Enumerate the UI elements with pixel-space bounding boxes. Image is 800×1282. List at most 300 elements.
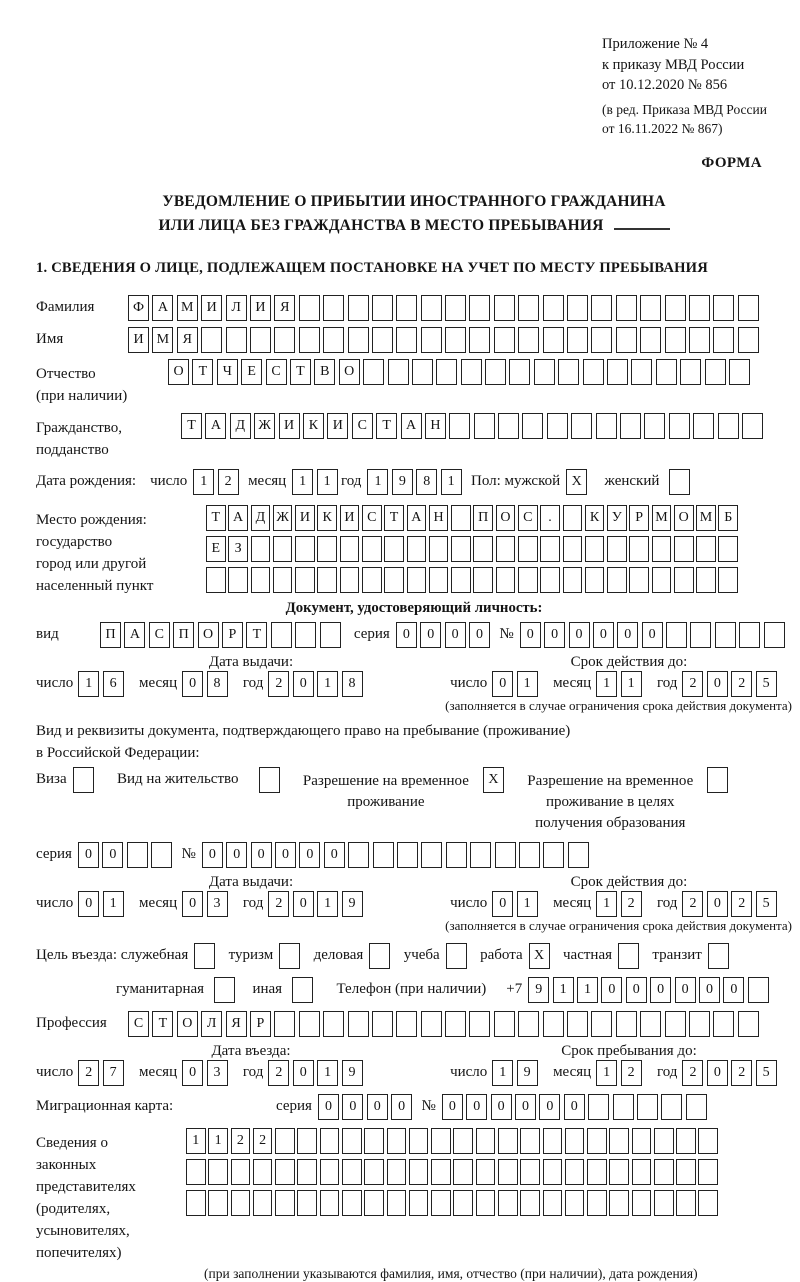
char-cell[interactable]: [429, 567, 449, 593]
char-cell[interactable]: [449, 413, 470, 439]
char-cell[interactable]: [520, 1128, 540, 1154]
char-cell[interactable]: [362, 567, 382, 593]
char-cell[interactable]: [373, 842, 394, 868]
char-cell[interactable]: [469, 327, 490, 353]
char-cell[interactable]: [547, 413, 568, 439]
char-cell[interactable]: И: [279, 413, 300, 439]
char-cell[interactable]: [520, 1190, 540, 1216]
char-cell[interactable]: [640, 327, 661, 353]
visa-checkbox[interactable]: [73, 767, 94, 793]
char-cell[interactable]: [518, 567, 538, 593]
char-cell[interactable]: 0: [102, 842, 123, 868]
char-cell[interactable]: [388, 359, 409, 385]
char-cell[interactable]: О: [168, 359, 189, 385]
char-cell[interactable]: 2: [268, 891, 289, 917]
char-cell[interactable]: [476, 1190, 496, 1216]
char-cell[interactable]: [665, 295, 686, 321]
char-cell[interactable]: [461, 359, 482, 385]
char-cell[interactable]: [340, 536, 360, 562]
char-cell[interactable]: [340, 567, 360, 593]
char-cell[interactable]: 1: [317, 671, 338, 697]
char-cell[interactable]: [409, 1128, 429, 1154]
char-cell[interactable]: 1: [103, 891, 124, 917]
char-cell[interactable]: [273, 567, 293, 593]
char-cell[interactable]: П: [173, 622, 194, 648]
char-cell[interactable]: О: [674, 505, 694, 531]
char-cell[interactable]: [693, 413, 714, 439]
char-cell[interactable]: [518, 536, 538, 562]
char-cell[interactable]: [686, 1094, 707, 1120]
char-cell[interactable]: [397, 842, 418, 868]
char-cell[interactable]: [591, 295, 612, 321]
char-cell[interactable]: [451, 536, 471, 562]
char-cell[interactable]: 1: [517, 671, 538, 697]
char-cell[interactable]: [698, 1190, 718, 1216]
char-cell[interactable]: [409, 1159, 429, 1185]
char-cell[interactable]: 1: [208, 1128, 228, 1154]
char-cell[interactable]: [696, 567, 716, 593]
char-cell[interactable]: [563, 505, 583, 531]
char-cell[interactable]: И: [201, 295, 222, 321]
char-cell[interactable]: [609, 1159, 629, 1185]
char-cell[interactable]: [494, 327, 515, 353]
char-cell[interactable]: [186, 1159, 206, 1185]
char-cell[interactable]: [669, 413, 690, 439]
char-cell[interactable]: [654, 1159, 674, 1185]
char-cell[interactable]: 0: [492, 671, 513, 697]
char-cell[interactable]: М: [696, 505, 716, 531]
char-cell[interactable]: [363, 359, 384, 385]
char-cell[interactable]: [565, 1190, 585, 1216]
char-cell[interactable]: У: [607, 505, 627, 531]
char-cell[interactable]: 5: [756, 891, 777, 917]
char-cell[interactable]: [596, 413, 617, 439]
char-cell[interactable]: [251, 567, 271, 593]
char-cell[interactable]: 0: [445, 622, 466, 648]
char-cell[interactable]: 0: [420, 622, 441, 648]
char-cell[interactable]: 0: [492, 891, 513, 917]
char-cell[interactable]: 2: [682, 891, 703, 917]
char-cell[interactable]: [396, 327, 417, 353]
char-cell[interactable]: [231, 1159, 251, 1185]
char-cell[interactable]: [445, 327, 466, 353]
char-cell[interactable]: [421, 842, 442, 868]
char-cell[interactable]: [609, 1128, 629, 1154]
char-cell[interactable]: [632, 1159, 652, 1185]
char-cell[interactable]: 2: [731, 1060, 752, 1086]
char-cell[interactable]: 9: [528, 977, 549, 1003]
char-cell[interactable]: [127, 842, 148, 868]
char-cell[interactable]: [718, 567, 738, 593]
char-cell[interactable]: [348, 842, 369, 868]
char-cell[interactable]: 0: [466, 1094, 487, 1120]
char-cell[interactable]: [297, 1190, 317, 1216]
char-cell[interactable]: Н: [429, 505, 449, 531]
char-cell[interactable]: 0: [539, 1094, 560, 1120]
char-cell[interactable]: [652, 536, 672, 562]
char-cell[interactable]: 2: [731, 671, 752, 697]
char-cell[interactable]: 0: [569, 622, 590, 648]
char-cell[interactable]: [637, 1094, 658, 1120]
char-cell[interactable]: [323, 327, 344, 353]
char-cell[interactable]: 2: [218, 469, 239, 495]
char-cell[interactable]: [474, 413, 495, 439]
char-cell[interactable]: [469, 1011, 490, 1037]
char-cell[interactable]: [689, 327, 710, 353]
char-cell[interactable]: [674, 536, 694, 562]
char-cell[interactable]: О: [177, 1011, 198, 1037]
char-cell[interactable]: [226, 327, 247, 353]
char-cell[interactable]: И: [327, 413, 348, 439]
char-cell[interactable]: 0: [324, 842, 345, 868]
char-cell[interactable]: [299, 1011, 320, 1037]
char-cell[interactable]: Я: [274, 295, 295, 321]
char-cell[interactable]: [656, 359, 677, 385]
char-cell[interactable]: 0: [699, 977, 720, 1003]
char-cell[interactable]: Т: [246, 622, 267, 648]
char-cell[interactable]: [616, 295, 637, 321]
char-cell[interactable]: 8: [416, 469, 437, 495]
char-cell[interactable]: [588, 1094, 609, 1120]
char-cell[interactable]: 1: [492, 1060, 513, 1086]
char-cell[interactable]: 1: [193, 469, 214, 495]
char-cell[interactable]: 0: [391, 1094, 412, 1120]
char-cell[interactable]: 0: [617, 622, 638, 648]
char-cell[interactable]: 1: [553, 977, 574, 1003]
char-cell[interactable]: [436, 359, 457, 385]
char-cell[interactable]: [186, 1190, 206, 1216]
char-cell[interactable]: К: [585, 505, 605, 531]
char-cell[interactable]: 0: [367, 1094, 388, 1120]
char-cell[interactable]: 0: [442, 1094, 463, 1120]
char-cell[interactable]: 0: [293, 891, 314, 917]
char-cell[interactable]: [275, 1190, 295, 1216]
char-cell[interactable]: В: [314, 359, 335, 385]
char-cell[interactable]: [587, 1128, 607, 1154]
char-cell[interactable]: Б: [718, 505, 738, 531]
char-cell[interactable]: С: [518, 505, 538, 531]
char-cell[interactable]: [372, 327, 393, 353]
char-cell[interactable]: [431, 1128, 451, 1154]
char-cell[interactable]: [567, 295, 588, 321]
char-cell[interactable]: [342, 1190, 362, 1216]
char-cell[interactable]: 1: [621, 671, 642, 697]
char-cell[interactable]: И: [250, 295, 271, 321]
char-cell[interactable]: [409, 1190, 429, 1216]
purpose-sluzhebnaya-checkbox[interactable]: [194, 943, 215, 969]
char-cell[interactable]: З: [228, 536, 248, 562]
char-cell[interactable]: [421, 295, 442, 321]
char-cell[interactable]: [498, 1190, 518, 1216]
char-cell[interactable]: [558, 359, 579, 385]
char-cell[interactable]: Т: [206, 505, 226, 531]
char-cell[interactable]: [616, 1011, 637, 1037]
char-cell[interactable]: С: [362, 505, 382, 531]
char-cell[interactable]: [543, 1011, 564, 1037]
char-cell[interactable]: [498, 1128, 518, 1154]
char-cell[interactable]: [473, 567, 493, 593]
char-cell[interactable]: [498, 1159, 518, 1185]
char-cell[interactable]: 1: [317, 469, 338, 495]
char-cell[interactable]: [705, 359, 726, 385]
char-cell[interactable]: 2: [231, 1128, 251, 1154]
char-cell[interactable]: [446, 842, 467, 868]
char-cell[interactable]: [231, 1190, 251, 1216]
char-cell[interactable]: [518, 295, 539, 321]
char-cell[interactable]: [585, 567, 605, 593]
char-cell[interactable]: [518, 1011, 539, 1037]
char-cell[interactable]: [738, 327, 759, 353]
char-cell[interactable]: 0: [78, 842, 99, 868]
char-cell[interactable]: А: [152, 295, 173, 321]
char-cell[interactable]: [384, 536, 404, 562]
char-cell[interactable]: [689, 295, 710, 321]
char-cell[interactable]: .: [540, 505, 560, 531]
char-cell[interactable]: [522, 413, 543, 439]
char-cell[interactable]: [323, 1011, 344, 1037]
char-cell[interactable]: [509, 359, 530, 385]
purpose-rabota-checkbox[interactable]: X: [529, 943, 550, 969]
char-cell[interactable]: 9: [392, 469, 413, 495]
char-cell[interactable]: 1: [577, 977, 598, 1003]
char-cell[interactable]: [387, 1159, 407, 1185]
char-cell[interactable]: [567, 1011, 588, 1037]
char-cell[interactable]: [295, 567, 315, 593]
char-cell[interactable]: 7: [103, 1060, 124, 1086]
char-cell[interactable]: 0: [642, 622, 663, 648]
char-cell[interactable]: [473, 536, 493, 562]
char-cell[interactable]: 0: [396, 622, 417, 648]
char-cell[interactable]: [384, 567, 404, 593]
char-cell[interactable]: 2: [253, 1128, 273, 1154]
char-cell[interactable]: [364, 1128, 384, 1154]
char-cell[interactable]: [362, 536, 382, 562]
char-cell[interactable]: [342, 1128, 362, 1154]
char-cell[interactable]: [476, 1159, 496, 1185]
char-cell[interactable]: [540, 536, 560, 562]
char-cell[interactable]: [297, 1159, 317, 1185]
char-cell[interactable]: [253, 1190, 273, 1216]
char-cell[interactable]: 0: [675, 977, 696, 1003]
char-cell[interactable]: [738, 1011, 759, 1037]
char-cell[interactable]: С: [266, 359, 287, 385]
char-cell[interactable]: [348, 1011, 369, 1037]
char-cell[interactable]: Ч: [217, 359, 238, 385]
char-cell[interactable]: 1: [596, 1060, 617, 1086]
char-cell[interactable]: [718, 413, 739, 439]
char-cell[interactable]: 9: [342, 1060, 363, 1086]
char-cell[interactable]: [275, 1128, 295, 1154]
char-cell[interactable]: [396, 1011, 417, 1037]
char-cell[interactable]: Ж: [273, 505, 293, 531]
char-cell[interactable]: [274, 1011, 295, 1037]
char-cell[interactable]: [713, 295, 734, 321]
char-cell[interactable]: 0: [293, 671, 314, 697]
char-cell[interactable]: 0: [491, 1094, 512, 1120]
char-cell[interactable]: [585, 536, 605, 562]
char-cell[interactable]: И: [295, 505, 315, 531]
char-cell[interactable]: [571, 413, 592, 439]
char-cell[interactable]: 0: [469, 622, 490, 648]
char-cell[interactable]: К: [303, 413, 324, 439]
char-cell[interactable]: [583, 359, 604, 385]
char-cell[interactable]: 1: [78, 671, 99, 697]
char-cell[interactable]: [543, 1159, 563, 1185]
char-cell[interactable]: [372, 1011, 393, 1037]
purpose-gumanitarnaya-checkbox[interactable]: [214, 977, 235, 1003]
char-cell[interactable]: [607, 536, 627, 562]
char-cell[interactable]: [320, 1190, 340, 1216]
char-cell[interactable]: [607, 567, 627, 593]
char-cell[interactable]: С: [352, 413, 373, 439]
char-cell[interactable]: [206, 567, 226, 593]
char-cell[interactable]: [520, 1159, 540, 1185]
char-cell[interactable]: 0: [601, 977, 622, 1003]
char-cell[interactable]: [412, 359, 433, 385]
char-cell[interactable]: 2: [682, 671, 703, 697]
char-cell[interactable]: [543, 842, 564, 868]
char-cell[interactable]: [271, 622, 292, 648]
char-cell[interactable]: А: [407, 505, 427, 531]
char-cell[interactable]: П: [473, 505, 493, 531]
char-cell[interactable]: Ф: [128, 295, 149, 321]
char-cell[interactable]: [676, 1190, 696, 1216]
char-cell[interactable]: Р: [250, 1011, 271, 1037]
char-cell[interactable]: Д: [230, 413, 251, 439]
char-cell[interactable]: [519, 842, 540, 868]
char-cell[interactable]: [718, 536, 738, 562]
char-cell[interactable]: [453, 1159, 473, 1185]
char-cell[interactable]: 0: [182, 671, 203, 697]
char-cell[interactable]: [407, 567, 427, 593]
char-cell[interactable]: [348, 327, 369, 353]
char-cell[interactable]: [713, 327, 734, 353]
char-cell[interactable]: [640, 295, 661, 321]
char-cell[interactable]: 9: [517, 1060, 538, 1086]
residence-permit-checkbox[interactable]: [259, 767, 280, 793]
char-cell[interactable]: [540, 567, 560, 593]
char-cell[interactable]: 0: [182, 1060, 203, 1086]
char-cell[interactable]: [666, 622, 687, 648]
char-cell[interactable]: Л: [201, 1011, 222, 1037]
char-cell[interactable]: [208, 1190, 228, 1216]
purpose-ucheba-checkbox[interactable]: [446, 943, 467, 969]
char-cell[interactable]: [674, 567, 694, 593]
char-cell[interactable]: [665, 1011, 686, 1037]
char-cell[interactable]: А: [228, 505, 248, 531]
char-cell[interactable]: 6: [103, 671, 124, 697]
char-cell[interactable]: 5: [756, 1060, 777, 1086]
char-cell[interactable]: [320, 1128, 340, 1154]
char-cell[interactable]: [364, 1159, 384, 1185]
char-cell[interactable]: [297, 1128, 317, 1154]
char-cell[interactable]: М: [152, 327, 173, 353]
char-cell[interactable]: [689, 1011, 710, 1037]
char-cell[interactable]: [498, 413, 519, 439]
char-cell[interactable]: 0: [707, 891, 728, 917]
char-cell[interactable]: [317, 567, 337, 593]
char-cell[interactable]: Т: [376, 413, 397, 439]
char-cell[interactable]: [320, 622, 341, 648]
char-cell[interactable]: К: [317, 505, 337, 531]
char-cell[interactable]: Н: [425, 413, 446, 439]
char-cell[interactable]: [251, 536, 271, 562]
char-cell[interactable]: Е: [206, 536, 226, 562]
char-cell[interactable]: [201, 327, 222, 353]
char-cell[interactable]: 0: [275, 842, 296, 868]
char-cell[interactable]: [518, 327, 539, 353]
char-cell[interactable]: [742, 413, 763, 439]
char-cell[interactable]: 1: [292, 469, 313, 495]
char-cell[interactable]: [273, 536, 293, 562]
char-cell[interactable]: [495, 842, 516, 868]
char-cell[interactable]: 8: [342, 671, 363, 697]
char-cell[interactable]: Я: [226, 1011, 247, 1037]
char-cell[interactable]: 1: [517, 891, 538, 917]
char-cell[interactable]: 0: [226, 842, 247, 868]
char-cell[interactable]: [323, 295, 344, 321]
char-cell[interactable]: О: [198, 622, 219, 648]
char-cell[interactable]: [543, 1190, 563, 1216]
char-cell[interactable]: [250, 327, 271, 353]
char-cell[interactable]: [676, 1159, 696, 1185]
char-cell[interactable]: [543, 327, 564, 353]
char-cell[interactable]: [680, 359, 701, 385]
purpose-chastnaya-checkbox[interactable]: [618, 943, 639, 969]
char-cell[interactable]: 5: [756, 671, 777, 697]
char-cell[interactable]: [652, 567, 672, 593]
char-cell[interactable]: [453, 1128, 473, 1154]
char-cell[interactable]: [629, 567, 649, 593]
char-cell[interactable]: [485, 359, 506, 385]
char-cell[interactable]: [445, 1011, 466, 1037]
char-cell[interactable]: М: [177, 295, 198, 321]
char-cell[interactable]: [396, 295, 417, 321]
char-cell[interactable]: 0: [593, 622, 614, 648]
char-cell[interactable]: 0: [515, 1094, 536, 1120]
char-cell[interactable]: 0: [318, 1094, 339, 1120]
char-cell[interactable]: 3: [207, 1060, 228, 1086]
char-cell[interactable]: [320, 1159, 340, 1185]
char-cell[interactable]: [469, 295, 490, 321]
char-cell[interactable]: Т: [192, 359, 213, 385]
char-cell[interactable]: 2: [268, 671, 289, 697]
char-cell[interactable]: 0: [650, 977, 671, 1003]
purpose-tranzit-checkbox[interactable]: [708, 943, 729, 969]
char-cell[interactable]: 0: [564, 1094, 585, 1120]
char-cell[interactable]: 1: [317, 891, 338, 917]
char-cell[interactable]: М: [652, 505, 672, 531]
char-cell[interactable]: Я: [177, 327, 198, 353]
char-cell[interactable]: Р: [629, 505, 649, 531]
char-cell[interactable]: 1: [441, 469, 462, 495]
char-cell[interactable]: 0: [78, 891, 99, 917]
char-cell[interactable]: 0: [293, 1060, 314, 1086]
char-cell[interactable]: Д: [251, 505, 271, 531]
char-cell[interactable]: 9: [342, 891, 363, 917]
char-cell[interactable]: [591, 1011, 612, 1037]
char-cell[interactable]: [715, 622, 736, 648]
char-cell[interactable]: [431, 1159, 451, 1185]
char-cell[interactable]: [451, 567, 471, 593]
char-cell[interactable]: 0: [182, 891, 203, 917]
char-cell[interactable]: [470, 842, 491, 868]
char-cell[interactable]: [496, 536, 516, 562]
char-cell[interactable]: [445, 295, 466, 321]
char-cell[interactable]: [696, 536, 716, 562]
char-cell[interactable]: [587, 1190, 607, 1216]
char-cell[interactable]: [317, 536, 337, 562]
